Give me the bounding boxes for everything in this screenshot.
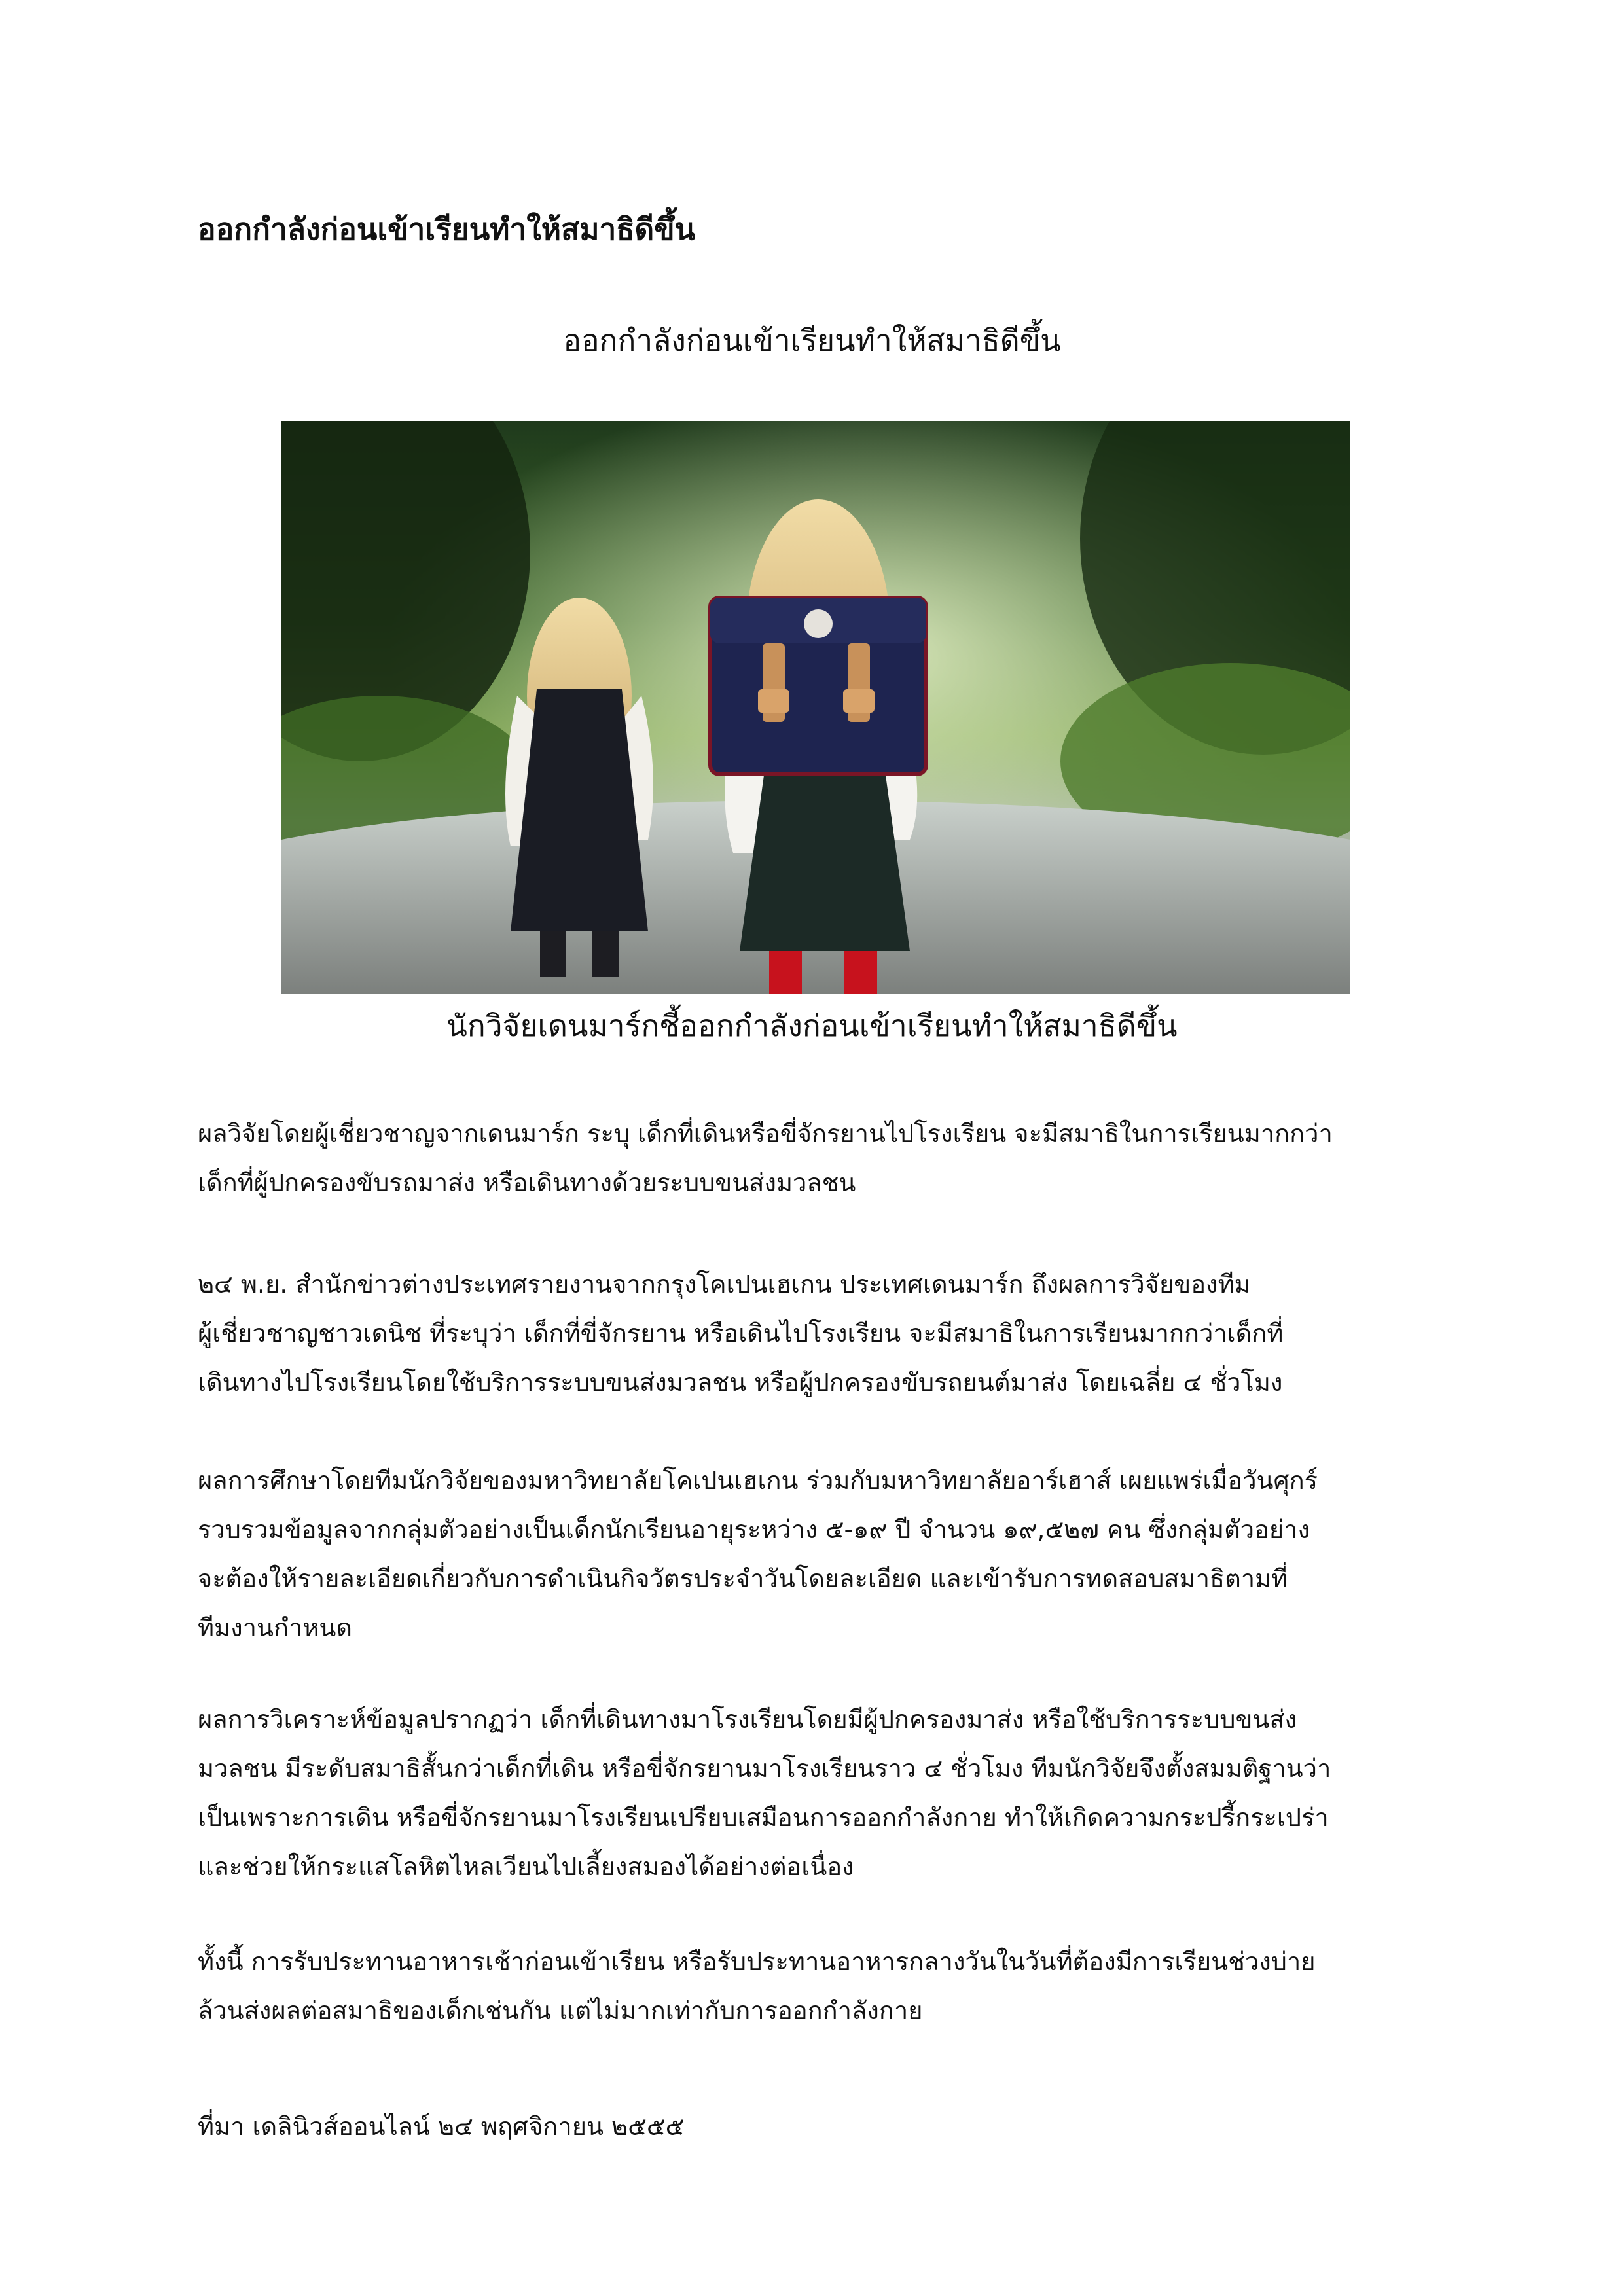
- paragraph-5: [198, 1937, 1454, 2036]
- paragraph-line: ทั้งนี้ การรับประทานอาหารเช้าก่อนเข้าเรียน หรือรับประทานอาหารกลางวันในวันที่ต้องมีการเรียนช่วงบ่าย: [198, 1947, 1316, 1976]
- paragraph-line: และช่วยให้กระแสโลหิตไหลเวียนไปเลี้ยงสมองได้อย่างต่อเนื่อง: [198, 1852, 854, 1881]
- paragraph-line: เด็กที่ผู้ปกครองขับรถมาส่ง หรือเดินทางด้วยระบบขนส่งมวลชน: [198, 1168, 856, 1197]
- paragraph-2: [198, 1260, 1454, 1407]
- paragraph-line: ผลการศึกษาโดยทีมนักวิจัยของมหาวิทยาลัยโคเปนเฮเกน ร่วมกับมหาวิทยาลัยอาร์เฮาส์ เผยแพร่เมื่อวันศุกร์: [198, 1466, 1318, 1495]
- paragraph-3: [198, 1456, 1454, 1653]
- paragraph-line: มวลชน มีระดับสมาธิสั้นกว่าเด็กที่เดิน หรือขี่จักรยานมาโรงเรียนราว ๔ ชั่วโมง ทีมนักวิจัยจึงตั้งสมมติฐานว่า: [198, 1754, 1331, 1783]
- article-heading: ออกกำลังก่อนเข้าเรียนทำให้สมาธิดีขึ้น: [198, 211, 696, 247]
- photo-caption: นักวิจัยเดนมาร์กชี้ออกกำลังก่อนเข้าเรียนทำให้สมาธิดีขึ้น: [446, 1008, 1178, 1043]
- paragraph-line: ล้วนส่งผลต่อสมาธิของเด็กเช่นกัน แต่ไม่มากเท่ากับการออกกำลังกาย: [198, 1996, 923, 2025]
- paragraph-line: เดินทางไปโรงเรียนโดยใช้บริการระบบขนส่งมวลชน หรือผู้ปกครองขับรถยนต์มาส่ง โดยเฉลี่ย ๔ ชั่วโมง: [198, 1368, 1283, 1397]
- paragraph-line: จะต้องให้รายละเอียดเกี่ยวกับการดำเนินกิจวัตรประจำวันโดยละเอียด และเข้ารับการทดสอบสมาธิตามที่: [198, 1564, 1288, 1593]
- paragraph-line: ๒๔ พ.ย. สำนักข่าวต่างประเทศรายงานจากกรุงโคเปนเฮเกน ประเทศเดนมาร์ก ถึงผลการวิจัยของทีม: [198, 1270, 1251, 1299]
- paragraph-line: เป็นเพราะการเดิน หรือขี่จักรยานมาโรงเรียนเปรียบเสมือนการออกกำลังกาย ทำให้เกิดความกระปรี้กระเปร่า: [198, 1803, 1329, 1832]
- paragraph-line: ทีมงานกำหนด: [198, 1613, 353, 1642]
- article-subtitle: ออกกำลังก่อนเข้าเรียนทำให้สมาธิดีขึ้น: [563, 323, 1061, 358]
- source-citation: ที่มา เดลินิวส์ออนไลน์ ๒๔ พฤศจิกายน ๒๕๕๕: [198, 2112, 685, 2141]
- paragraph-line: รวบรวมข้อมูลจากกลุ่มตัวอย่างเป็นเด็กนักเรียนอายุระหว่าง ๕-๑๙ ปี จำนวน ๑๙,๕๒๗ คน ซึ่งกลุ่มตัวอย่าง: [198, 1515, 1310, 1544]
- paragraph-4: [198, 1695, 1454, 1892]
- paragraph-1: [198, 1109, 1454, 1208]
- paragraph-line: ผลวิจัยโดยผู้เชี่ยวชาญจากเดนมาร์ก ระบุ เด็กที่เดินหรือขี่จักรยานไปโรงเรียน จะมีสมาธิในการเรียนมากกว่า: [198, 1119, 1333, 1148]
- paragraph-line: ผลการวิเคราะห์ข้อมูลปรากฏว่า เด็กที่เดินทางมาโรงเรียนโดยมีผู้ปกครองมาส่ง หรือใช้บริการระบบขนส่ง: [198, 1705, 1297, 1734]
- paragraph-line: ผู้เชี่ยวชาญชาวเดนิช ที่ระบุว่า เด็กที่ขี่จักรยาน หรือเดินไปโรงเรียน จะมีสมาธิในการเรียนมากกว่าเด็กที่: [198, 1319, 1284, 1348]
- article-photo: [281, 421, 1350, 994]
